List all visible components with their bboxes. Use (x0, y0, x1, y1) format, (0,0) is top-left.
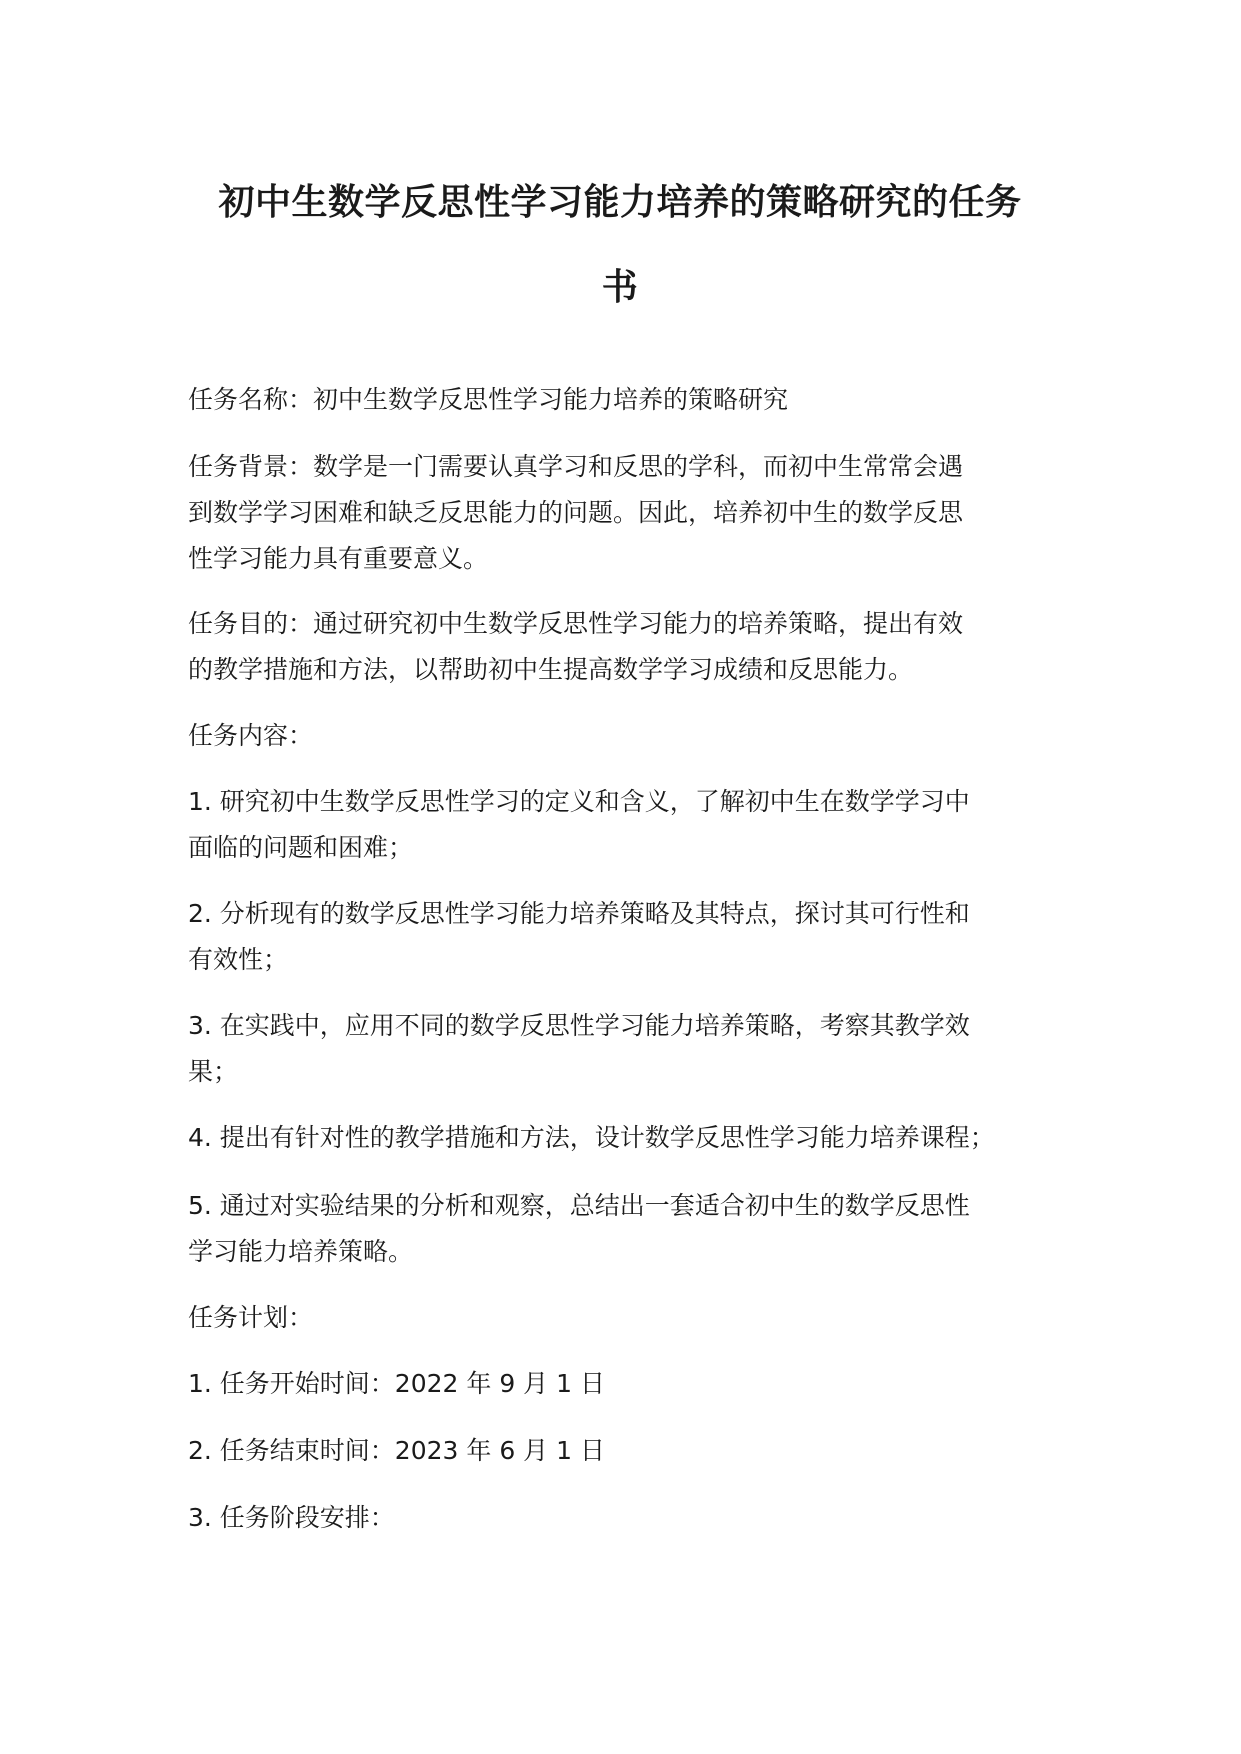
text-line: 5. 通过对实验结果的分析和观察，总结出一套适合初中生的数学反思性 (188, 1191, 970, 1220)
text-line: 3. 任务阶段安排： (188, 1503, 395, 1532)
plan-item (188, 1361, 1188, 1407)
text-line: 有效性； (188, 945, 289, 974)
task-content-heading (188, 713, 1188, 759)
text-line: 任务计划： (188, 1303, 314, 1332)
text-line: 任务名称：初中生数学反思性学习能力培养的策略研究 (188, 385, 789, 414)
text-line: 到数学学习困难和缺乏反思能力的问题。因此，培养初中生的数学反思 (188, 498, 964, 527)
text-line: 1. 任务开始时间：2022 年 9 月 1 日 (188, 1369, 605, 1398)
task-purpose-paragraph (188, 601, 1188, 693)
text-line: 的教学措施和方法，以帮助初中生提高数学学习成绩和反思能力。 (188, 655, 914, 684)
content-item (188, 1003, 1188, 1095)
content-item (188, 891, 1188, 983)
text-line: 任务内容： (188, 721, 314, 750)
document-title-line-1: 初中生数学反思性学习能力培养的策略研究的任务 (218, 182, 1022, 223)
text-line: 任务背景：数学是一门需要认真学习和反思的学科，而初中生常常会遇 (188, 452, 964, 481)
content-item (188, 1183, 1188, 1275)
text-line: 2. 任务结束时间：2023 年 6 月 1 日 (188, 1436, 605, 1465)
text-line: 果； (188, 1057, 239, 1086)
document-title-line-2: 书 (601, 267, 639, 308)
content-item (188, 779, 1188, 871)
text-line: 3. 在实践中，应用不同的数学反思性学习能力培养策略，考察其教学效 (188, 1011, 970, 1040)
plan-item (188, 1428, 1188, 1474)
text-line: 性学习能力具有重要意义。 (188, 544, 489, 573)
text-line: 面临的问题和困难； (188, 833, 414, 862)
text-line: 1. 研究初中生数学反思性学习的定义和含义，了解初中生在数学学习中 (188, 787, 970, 816)
task-background-paragraph (188, 444, 1188, 582)
text-line: 4. 提出有针对性的教学措施和方法，设计数学反思性学习能力培养课程； (188, 1123, 995, 1152)
text-line: 任务目的：通过研究初中生数学反思性学习能力的培养策略，提出有效 (188, 609, 964, 638)
task-name-paragraph (188, 377, 1188, 423)
task-plan-heading (188, 1295, 1188, 1341)
content-item (188, 1115, 1188, 1161)
plan-item (188, 1495, 1188, 1541)
text-line: 学习能力培养策略。 (188, 1237, 414, 1266)
text-line: 2. 分析现有的数学反思性学习能力培养策略及其特点，探讨其可行性和 (188, 899, 970, 928)
